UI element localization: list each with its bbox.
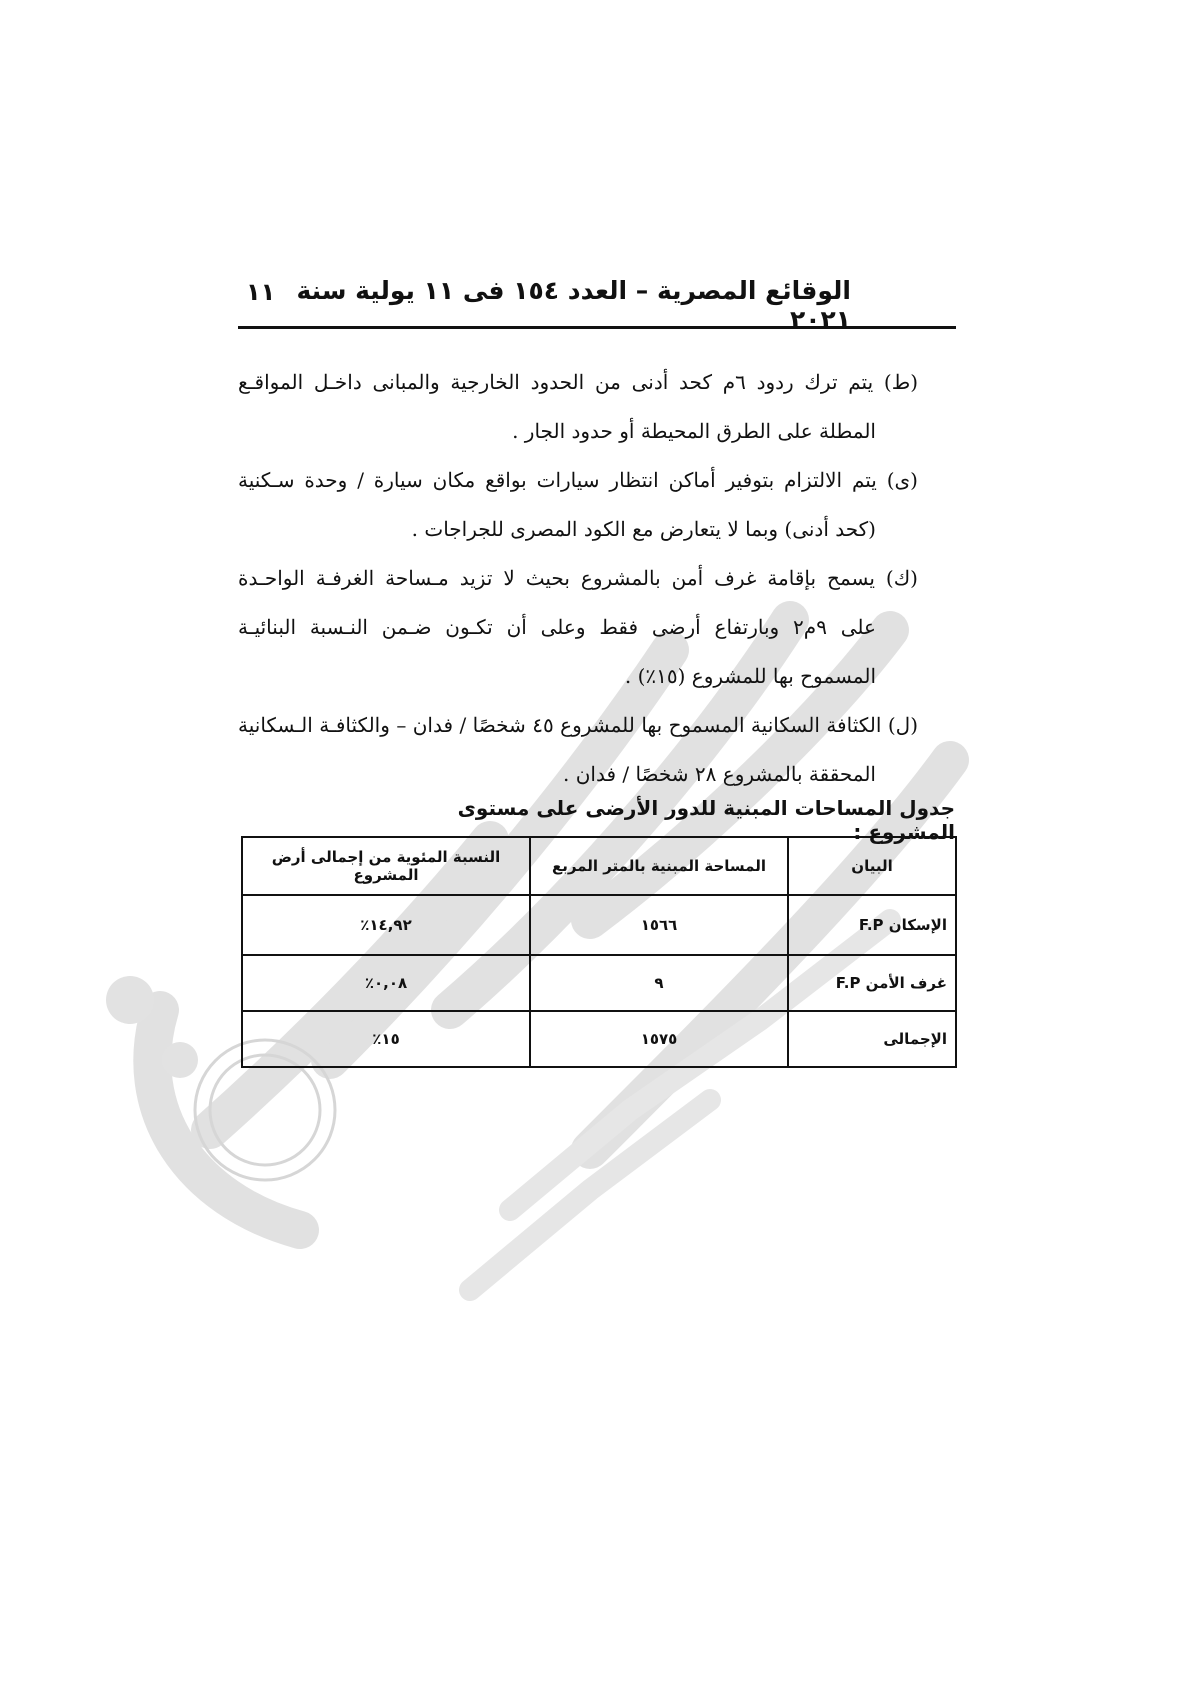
page-header [238, 270, 956, 334]
clause-line: (ط) يتم ترك ردود ٦م كحد أدنى من الحدود الخارجية والمبانى داخـل المواقـع [238, 370, 918, 394]
clause-line: (ى) يتم الالتزام بتوفير أماكن انتظار سيارات بواقع مكان سيارة / وحدة سـكنية [238, 468, 918, 492]
header-title: الوقائع المصرية – العدد ١٥٤ فى ١١ يولية سنة ٢٠٢١ [296, 276, 851, 334]
clause-line: المسموح بها للمشروع (١٥٪) . [624, 664, 876, 688]
page-number: ١١ [246, 278, 276, 306]
clause-line: (ك) يسمح بإقامة غرف أمن بالمشروع بحيث لا تزيد مـساحة الغرفـة الواحـدة [238, 566, 918, 590]
clause-kaf [238, 554, 918, 701]
clause-line: المحققة بالمشروع ٢٨ شخصًا / فدان . [562, 762, 876, 786]
clause-line: المطلة على الطرق المحيطة أو حدود الجار . [512, 419, 876, 443]
table-cell: ١٥٧٥ [530, 1011, 788, 1067]
clause-ya [238, 456, 918, 554]
clause-lam [238, 701, 918, 799]
table-title: جدول المساحات المبنية للدور الأرضى على مستوى المشروع : [457, 796, 955, 844]
table-cell: ٩ [530, 955, 788, 1011]
row-label: غرف الأمن F.P [788, 955, 956, 1011]
row-label: الإجمالى [788, 1011, 956, 1067]
clause-ta [238, 358, 918, 456]
table-header-row [242, 837, 956, 895]
column-header: النسبة المئوية من إجمالى أرض المشروع [242, 837, 530, 895]
table-row [242, 895, 956, 955]
table-cell: ١٥٪ [242, 1011, 530, 1067]
clause-line: على ٩م٢ وبارتفاع أرضى فقط وعلى أن تكـون ضـمن النـسبة البنائيـة [238, 615, 876, 639]
table-cell: ٠,٠٨٪ [242, 955, 530, 1011]
table-row [242, 955, 956, 1011]
clause-line: (كحد أدنى) وبما لا يتعارض مع الكود المصرى للجراجات . [411, 517, 876, 541]
table-cell: ١٥٦٦ [530, 895, 788, 955]
clause-line: (ل) الكثافة السكانية المسموح بها للمشروع ٤٥ شخصًا / فدان – والكثافـة الـسكانية [238, 713, 918, 737]
table-cell: ١٤,٩٢٪ [242, 895, 530, 955]
clauses-section [238, 358, 918, 799]
column-header: البيان [788, 837, 956, 895]
table-row [242, 1011, 956, 1067]
built-area-table [241, 836, 957, 1068]
column-header: المساحة المبنية بالمتر المربع [530, 837, 788, 895]
row-label: الإسكان F.P [788, 895, 956, 955]
